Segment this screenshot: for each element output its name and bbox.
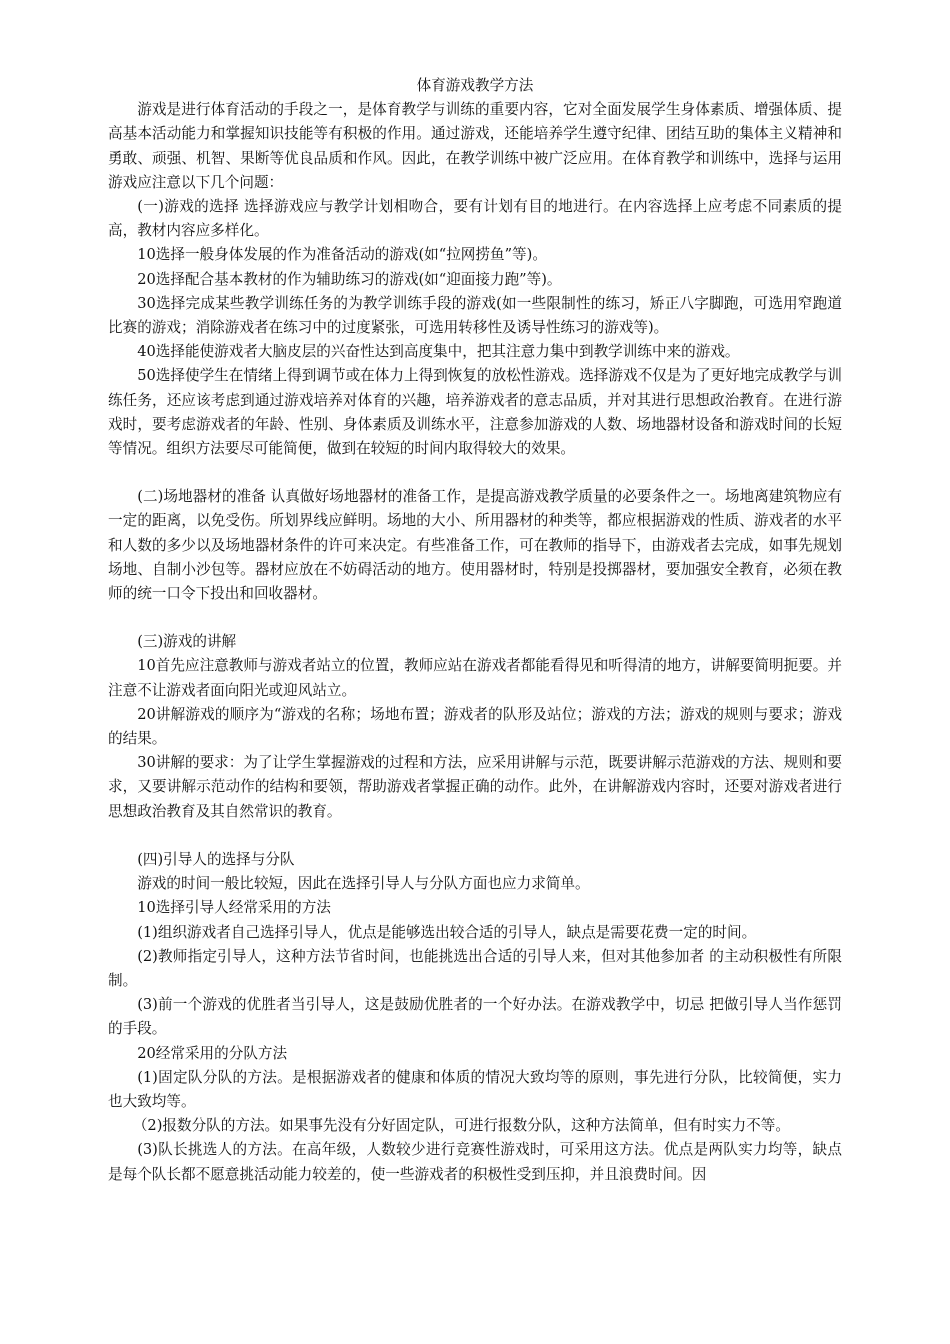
list-item: 30讲解的要求：为了让学生掌握游戏的过程和方法，应采用讲解与示范，既要讲解示范游戏的方法、规则和要求，又要讲解示范动作的结构和要领，帮助游戏者掌握正确的动作。此外，在讲解游戏内容时，还要对游戏者进行思想政治教育及其自然常识的教育。 — [108, 754, 842, 820]
list-item: (3)队长挑选人的方法。在高年级，人数较少进行竞赛性游戏时，可采用这方法。优点是两队实力均等，缺点是每个队长都不愿意挑活动能力较差的，使一些游戏者的积极性受到压抑，并且浪费时间。因 — [108, 1141, 842, 1183]
subheading: 20经常采用的分队方法 — [137, 1044, 288, 1062]
blank-line — [108, 606, 842, 630]
list-item: (3)前一个游戏的优胜者当引导人，这是鼓励优胜者的一个好办法。在游戏教学中，切忌 把做引导人当作惩罚的手段。 — [108, 996, 842, 1038]
document-title: 体育游戏教学方法 — [416, 77, 534, 94]
list-item: 10选择一般身体发展的作为准备活动的游戏(如“拉网捞鱼”等)。 — [137, 246, 547, 264]
list-item: 40选择能使游戏者大脑皮层的兴奋性达到高度集中，把其注意力集中到教学训练中来的游戏。 — [137, 343, 740, 361]
blank-line — [108, 461, 842, 485]
list-item: (1)组织游戏者自己选择引导人，优点是能够选出较合适的引导人，缺点是需要花费一定的时间。 — [137, 923, 757, 941]
blank-line — [108, 824, 842, 848]
section-heading-1: (一)游戏的选择 选择游戏应与教学计划相吻合，要有计划有目的地进行。在内容选择上应考虑不同素质的提高，教材内容应多样化。 — [108, 198, 842, 240]
section-heading-4: (四)引导人的选择与分队 — [137, 850, 295, 868]
document-page — [108, 74, 842, 1187]
subheading: 10选择引导人经常采用的方法 — [137, 899, 331, 917]
section-heading-2: (二)场地器材的准备 认真做好场地器材的准备工作，是提高游戏教学质量的必要条件之一。场地离建筑物应有一定的距离，以免受伤。所划界线应鲜明。场地的大小、所用器材的种类等，都应根据游戏的性质、游戏者的水平和人数的多少以及场地器材条件的许可来决定。有些准备工作，可在教师的指导下，由游戏者去完成，如事先规划场地、自制小沙包等。器材应放在不妨碍活动的地方。使用器材时，特别是投掷器材，要加强安全教育，必须在教师的统一口令下投出和回收器材。 — [108, 488, 842, 603]
list-item: （2)报数分队的方法。如果事先没有分好固定队，可进行报数分队，这种方法简单，但有时实力不等。 — [132, 1117, 790, 1135]
section-heading-3: (三)游戏的讲解 — [137, 633, 237, 651]
list-item: 10首先应注意教师与游戏者站立的位置，教师应站在游戏者都能看得见和听得清的地方，讲解要简明扼要。并注意不让游戏者面向阳光或迎风站立。 — [108, 657, 842, 699]
list-item: 20讲解游戏的顺序为“游戏的名称；场地布置；游戏者的队形及站位；游戏的方法；游戏的规则与要求；游戏的结果。 — [108, 705, 842, 748]
list-item: 30选择完成某些教学训练任务的为教学训练手段的游戏(如一些限制性的练习，矫正八字脚跑，可选用窄跑道比赛的游戏；消除游戏者在练习中的过度紧张，可选用转移性及诱导性练习的游戏等)。 — [108, 294, 842, 337]
paragraph: 游戏的时间一般比较短，因此在选择引导人与分队方面也应力求简单。 — [137, 875, 590, 893]
list-item: 50选择使学生在情绪上得到调节或在体力上得到恢复的放松性游戏。选择游戏不仅是为了更好地完成教学与训练任务，还应该考虑到通过游戏培养对体育的兴趣，培养游戏者的意志品质，并对其进行思想政治教育。在进行游戏时，要考虑游戏者的年龄、性别、身体素质及训练水平，注意参加游戏的人数、场地器材设备和游戏时间的长短等情况。组织方法要尽可能简便，做到在较短的时间内取得较大的效果。 — [108, 367, 842, 458]
list-item: (1)固定队分队的方法。是根据游戏者的健康和体质的情况大致均等的原则，事先进行分队，比较简便，实力也大致均等。 — [108, 1068, 842, 1110]
list-item: 20选择配合基本教材的作为辅助练习的游戏(如“迎面接力跑”等)。 — [137, 270, 562, 288]
paragraph-intro: 游戏是进行体育活动的手段之一，是体育教学与训练的重要内容，它对全面发展学生身体素质、增强体质、提高基本活动能力和掌握知识技能等有积极的作用。通过游戏，还能培养学生遵守纪律、团结互助的集体主义精神和勇敢、顽强、机智、果断等优良品质和作风。因此，在教学训练中被广泛应用。在体育教学和训练中，选择与运用游戏应注意以下几个问题： — [108, 101, 842, 191]
list-item: (2)教师指定引导人，这种方法节省时间，也能挑选出合适的引导人来，但对其他参加者 的主动积极性有所限制。 — [108, 947, 842, 989]
